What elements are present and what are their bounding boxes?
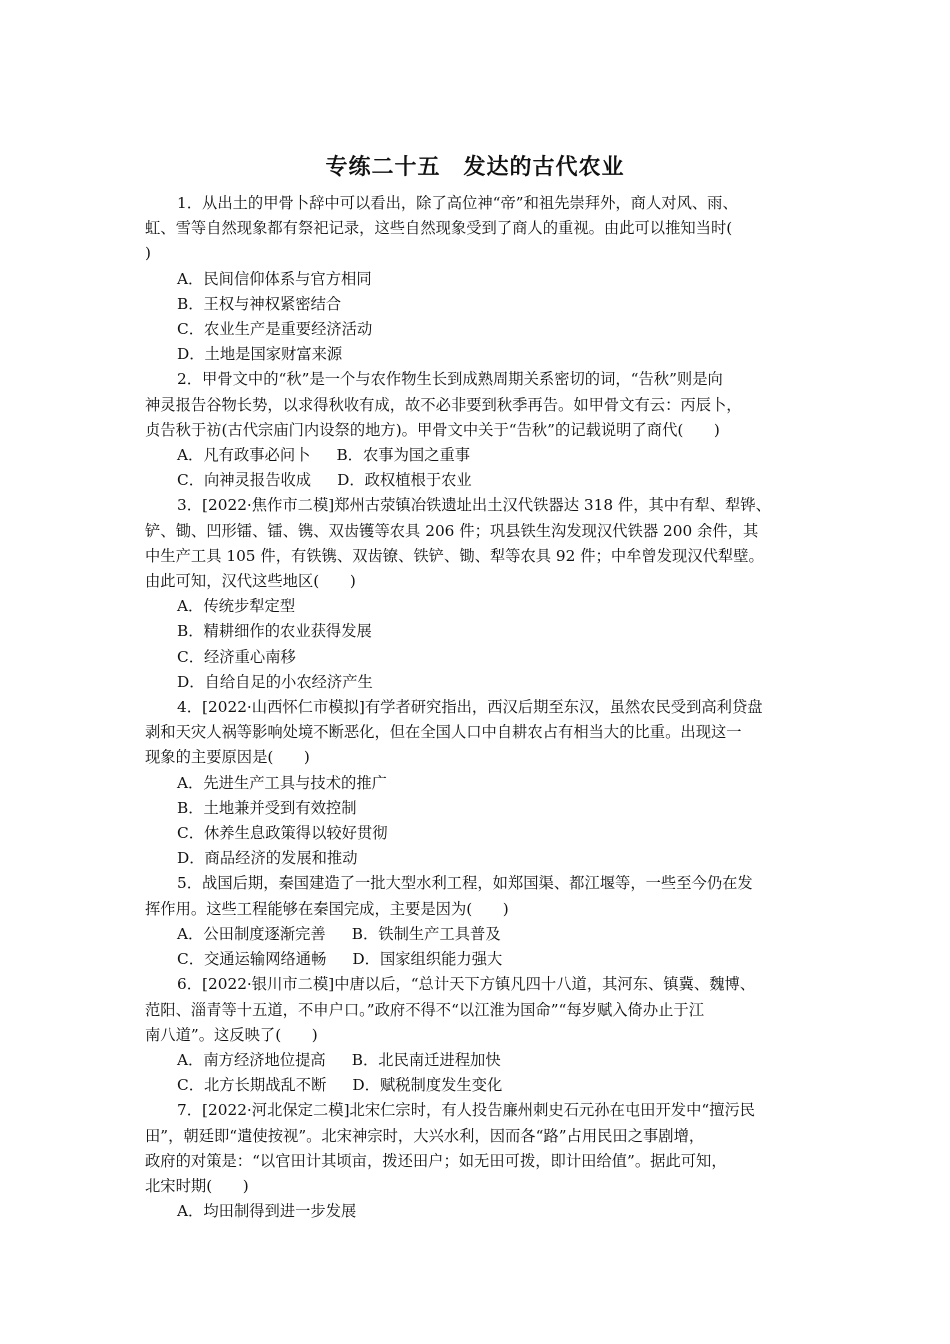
question-line: 铲、锄、凹形镭、镭、镌、双齿镬等农具 206 件；巩县铁生沟发现汉代铁器 200 余件，其 — [145, 521, 759, 540]
page-title: 专练二十五 发达的古代农业 — [325, 154, 625, 180]
question-line: 挥作用。这些工程能够在秦国完成，主要是因为( ) — [145, 899, 509, 918]
option-d: D．政权植根于农业 — [337, 471, 472, 490]
option-d: D．商品经济的发展和推动 — [177, 849, 358, 868]
option-a: A．传统步犁定型 — [177, 597, 296, 616]
option-row — [145, 1073, 805, 1098]
question-line: 6．[2022·银川市二模]中唐以后，“总计天下方镇凡四十八道，其河东、镇冀、魏博、 — [177, 975, 756, 994]
option-d: D．自给自足的小农经济产生 — [177, 672, 373, 691]
option-row — [145, 468, 805, 493]
question-line: 北宋时期( ) — [145, 1176, 249, 1195]
option-d: D．国家组织能力强大 — [352, 950, 503, 969]
option-c: C．向神灵报告收成 — [177, 471, 312, 490]
option-d: D．土地是国家财富来源 — [177, 345, 343, 364]
question-3 — [145, 493, 805, 695]
option-row — [145, 922, 805, 947]
option-row — [145, 1048, 805, 1073]
option-b: B．精耕细作的农业获得发展 — [177, 622, 372, 641]
option-c: C．经济重心南移 — [177, 647, 296, 666]
question-6 — [145, 972, 805, 1098]
question-line: 虹、雪等自然现象都有祭祀记录，这些自然现象受到了商人的重视。由此可以推知当时( — [145, 219, 733, 238]
question-line: 由此可知，汉代这些地区( ) — [145, 572, 356, 591]
question-line: 政府的对策是：“以官田计其顷亩，拨还田户；如无田可拨，即计田给值”。据此可知， — [145, 1151, 727, 1170]
option-b: B．北民南迁进程加快 — [351, 1050, 501, 1069]
question-line: 1．从出土的甲骨卜辞中可以看出，除了高位神“帝”和祖先崇拜外，商人对风、雨、 — [177, 194, 738, 212]
document-page — [145, 150, 805, 1224]
question-line: 南八道”。这反映了( ) — [145, 1025, 318, 1044]
question-line: 中生产工具 105 件，有铁镌、双齿镣、铁铲、锄、犁等农具 92 件；中牟曾发现汉代犁壁。 — [145, 546, 764, 565]
option-c: C．农业生产是重要经济活动 — [177, 320, 373, 339]
question-line: 2．甲骨文中的“秋”是一个与农作物生长到成熟周期关系密切的词，“告秋”则是向 — [177, 370, 723, 389]
question-5 — [145, 871, 805, 972]
option-a: A．先进生产工具与技术的推广 — [177, 773, 387, 792]
option-row — [145, 443, 805, 468]
question-7 — [145, 1098, 805, 1224]
option-a: A．民间信仰体系与官方相同 — [177, 269, 372, 288]
option-c: C．休养生息政策得以较好贯彻 — [177, 824, 388, 843]
option-row — [145, 947, 805, 972]
question-line: 4．[2022·山西怀仁市模拟]有学者研究指出，西汉后期至东汉，虽然农民受到高利贷盘 — [177, 698, 763, 717]
option-b: B．农事为国之重事 — [336, 446, 471, 465]
question-line: 7．[2022·河北保定二模]北宋仁宗时，有人投告廉州刺史石元孙在屯田开发中“擅污民 — [177, 1101, 756, 1120]
question-line: 田”，朝廷即“遣使按视”。北宋神宗时，大兴水利，因而各“路”占用民田之事剧增， — [145, 1126, 705, 1145]
question-line: ) — [145, 244, 151, 263]
option-c: C．交通运输网络通畅 — [177, 950, 327, 969]
question-2 — [145, 367, 805, 493]
option-a: A．南方经济地位提高 — [177, 1050, 326, 1069]
option-d: D．赋税制度发生变化 — [352, 1076, 503, 1095]
option-a: A．凡有政事必问卜 — [177, 446, 311, 465]
question-line: 范阳、淄青等十五道，不申户口。”政府不得不“以江淮为国命”“每岁赋入倚办止于江 — [145, 1000, 705, 1019]
question-line: 贞告秋于祊(古代宗庙门内设祭的地方)。甲骨文中关于“告秋”的记载说明了商代( ) — [145, 420, 720, 439]
question-line: 神灵报告谷物长势，以求得秋收有成，故不必非要到秋季再告。如甲骨文有云：丙辰卜， — [145, 395, 742, 414]
option-c: C．北方长期战乱不断 — [177, 1076, 327, 1095]
question-line: 5．战国后期，秦国建造了一批大型水利工程，如郑国渠、都江堰等，一些至今仍在发 — [177, 874, 753, 893]
question-1 — [145, 191, 805, 367]
option-b: B．铁制生产工具普及 — [351, 924, 501, 943]
option-a: A．均田制得到进一步发展 — [177, 1202, 357, 1221]
question-line: 现象的主要原因是( ) — [145, 748, 310, 767]
option-b: B．王权与神权紧密结合 — [177, 294, 342, 313]
question-line: 3．[2022·焦作市二模]郑州古荥镇冶铁遗址出土汉代铁器达 318 件，其中有犁、犁铧、 — [177, 496, 771, 515]
option-b: B．土地兼并受到有效控制 — [177, 798, 357, 817]
question-line: 剥和天灾人祸等影响处境不断恶化，但在全国人口中自耕农占有相当大的比重。出现这一 — [145, 723, 742, 742]
question-4 — [145, 695, 805, 871]
option-a: A．公田制度逐渐完善 — [177, 924, 326, 943]
